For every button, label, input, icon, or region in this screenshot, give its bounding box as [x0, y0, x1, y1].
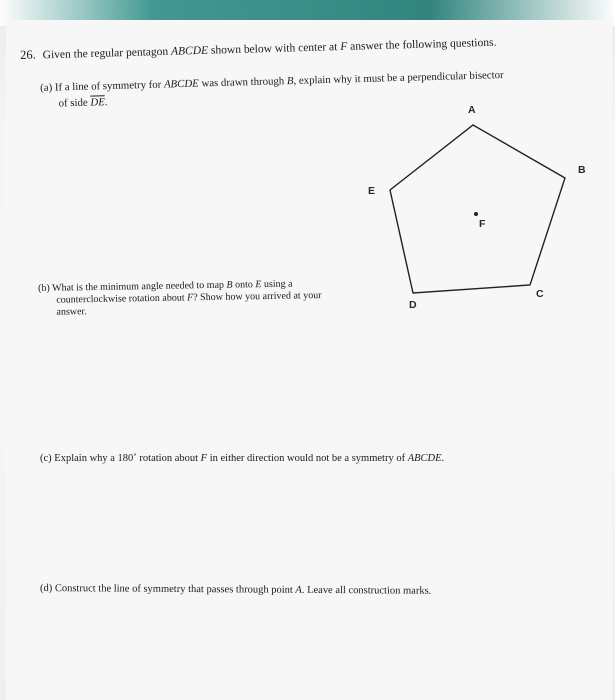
question-intro-text: answer the following questions. [347, 36, 497, 53]
part-b-text: onto [232, 279, 256, 291]
vertex-label-c: C [536, 288, 544, 300]
part-b-label: (b) [38, 282, 50, 294]
question-intro-text: shown below with center at [207, 41, 341, 57]
part-c-text: Explain why a 180˚ rotation about [51, 453, 201, 464]
part-b-text: What is the minimum angle needed to map [49, 279, 227, 294]
pentagon-abcde [390, 125, 565, 293]
part-b-text: counterclockwise rotation about [56, 292, 188, 306]
vertex-label-b: B [578, 164, 586, 176]
part-c-label: (c) [40, 453, 52, 464]
vertex-label-e: E [368, 185, 376, 197]
vertex-label-f: F [479, 218, 486, 230]
part-c-text: in either direction would not be a symmetry of [207, 453, 408, 464]
center-point-f [474, 212, 478, 216]
part-c-end: . [441, 453, 445, 464]
question-shape-name: ABCDE [170, 44, 209, 58]
question-center-name: F [340, 40, 348, 54]
part-b-to: E [255, 279, 262, 291]
part-b-text: using a [261, 278, 293, 291]
part-b-center: F [186, 292, 194, 304]
part-d-text: Construct the line of symmetry that passes through point [52, 583, 296, 596]
part-c [40, 453, 560, 464]
part-b-text: answer. [56, 306, 87, 318]
part-a-text: of side [58, 96, 91, 110]
part-d-text: . Leave all construction marks. [301, 584, 432, 597]
part-c-center: F [200, 453, 208, 464]
part-a-point: B [286, 74, 294, 88]
part-a-end: . [104, 96, 108, 109]
vertex-label-d: D [409, 299, 417, 311]
part-d-label: (d) [39, 583, 53, 595]
part-a-text: If a line of symmetry for [52, 78, 165, 94]
part-c-shape: ABCDE [407, 453, 442, 464]
part-b [38, 277, 399, 319]
part-d-point: A [295, 584, 302, 596]
part-a-shape: ABCDE [163, 77, 199, 91]
question-intro-text: Given the regular pentagon [42, 45, 172, 62]
part-a-side: $\overline{DE}$ [90, 96, 106, 109]
part-a-label: (a) [40, 81, 53, 94]
part-b-from: B [226, 279, 233, 291]
question-number: 26. [20, 47, 37, 62]
part-b-text: ? Show how you arrived at your [193, 290, 322, 304]
part-a-text: was drawn through [198, 75, 288, 90]
part-a-text: , explain why it must be a perpendicular bisector [293, 69, 504, 87]
vertex-label-a: A [468, 104, 476, 116]
